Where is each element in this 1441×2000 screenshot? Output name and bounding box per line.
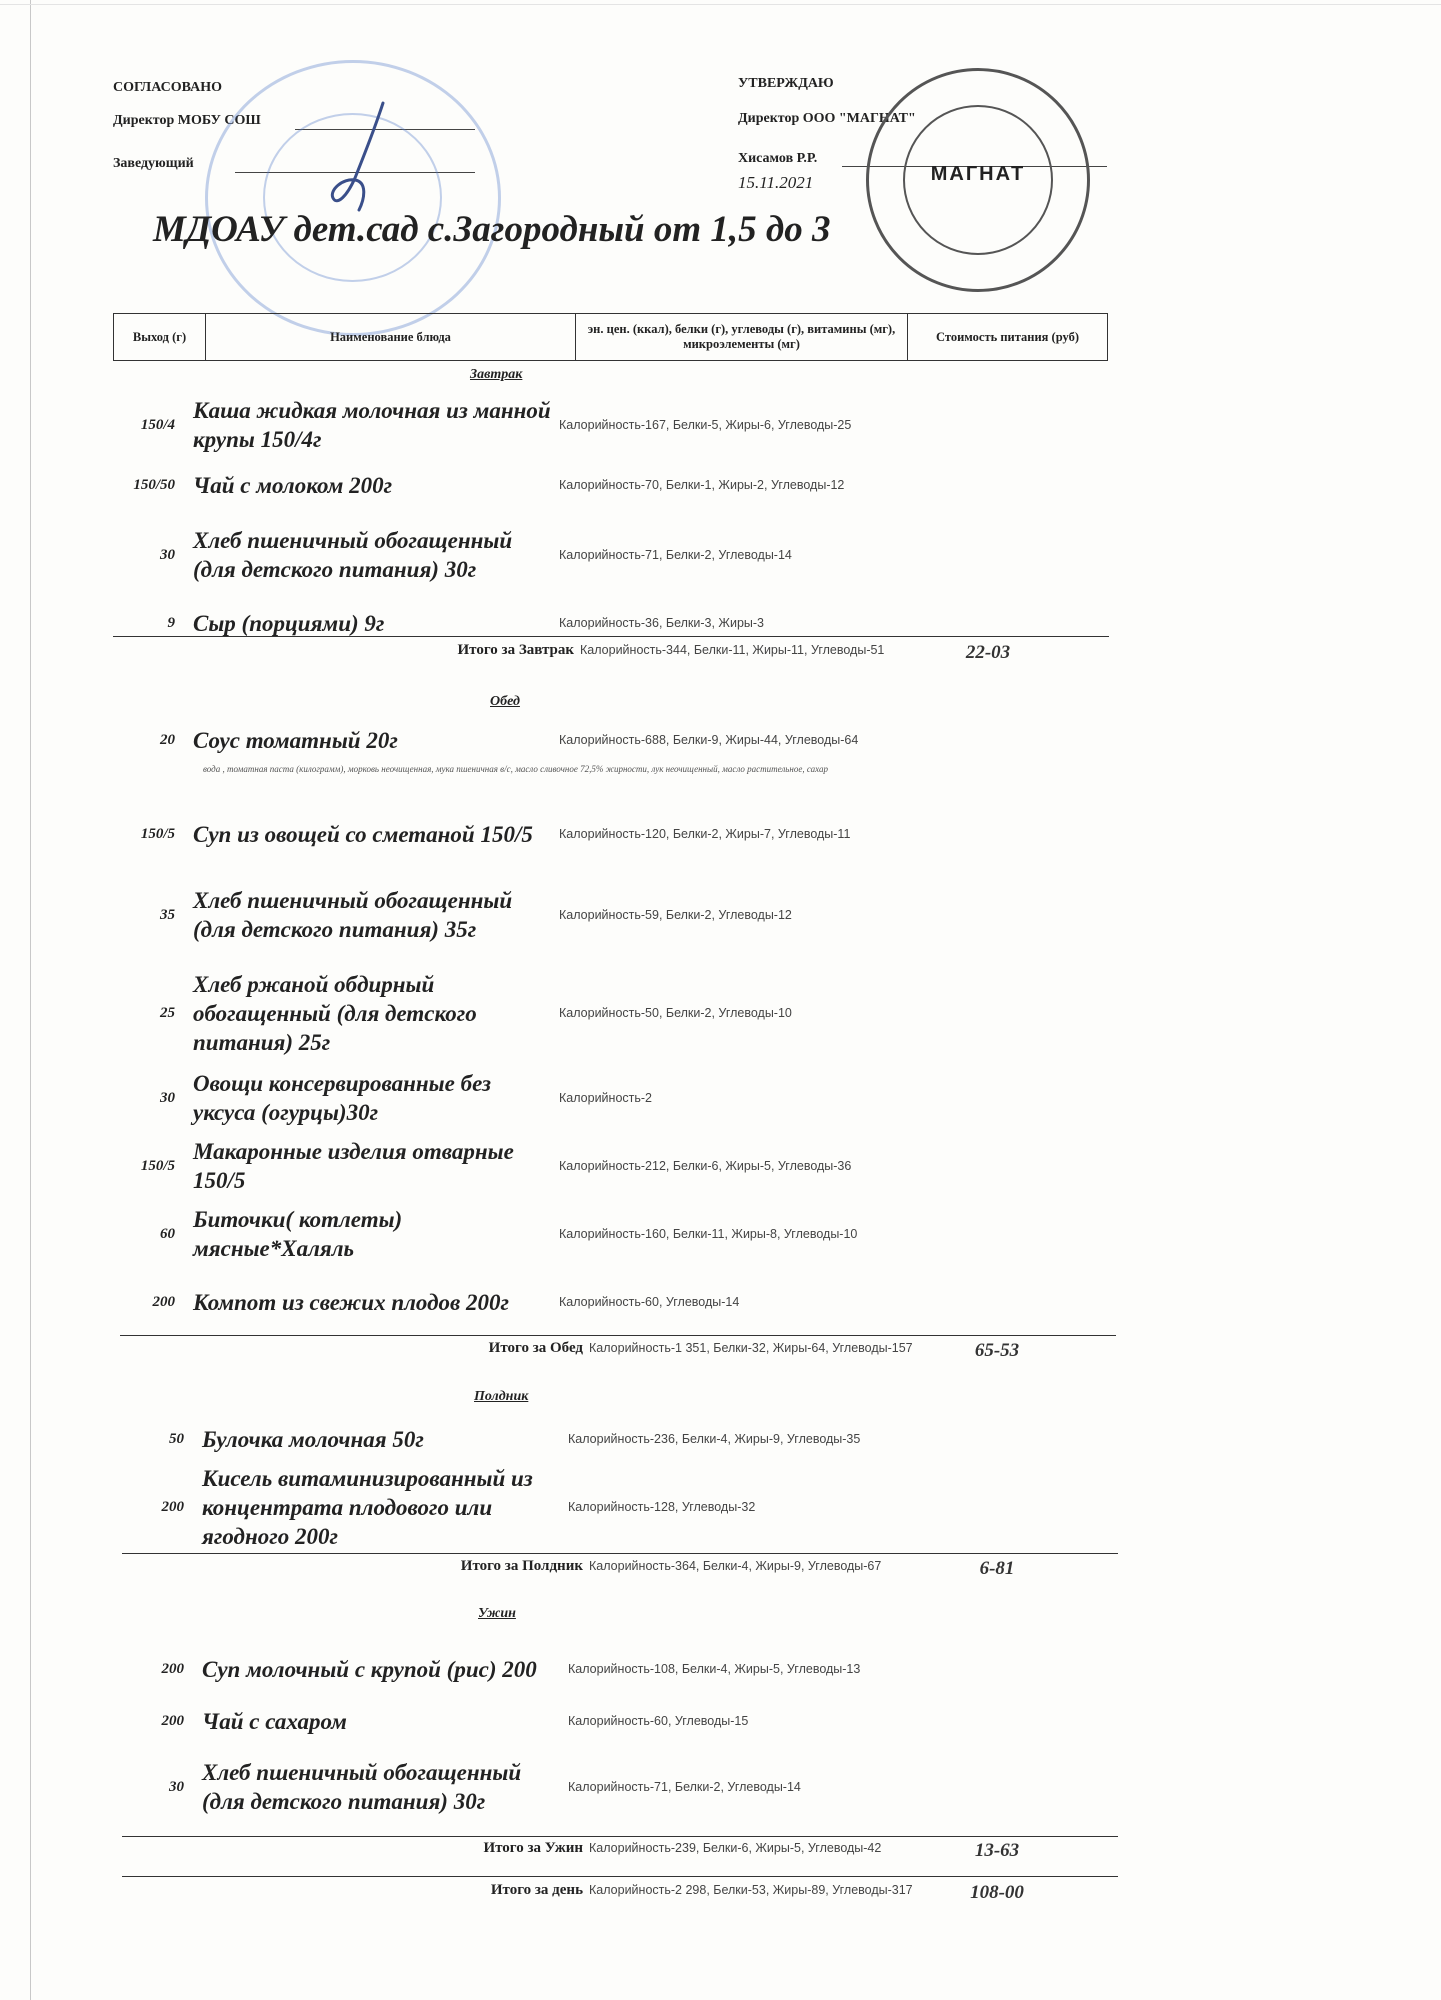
- table-row: [122, 1462, 892, 1552]
- table-row: [122, 1414, 892, 1464]
- total-cost: 65-53: [974, 1340, 1020, 1361]
- row-output: 25: [160, 1004, 175, 1021]
- table-row: [113, 1272, 883, 1332]
- row-output: 35: [160, 906, 175, 923]
- col-nutrition: эн. цен. (ккал), белки (г), углеводы (г), витамины (мг), микроэлементы (мг): [576, 314, 908, 360]
- approval-right-director: Директор ООО "МАГНАТ": [738, 111, 916, 126]
- total-cost: 22-03: [965, 642, 1011, 663]
- table-row: [113, 799, 883, 869]
- total-row-day: [122, 1882, 1077, 1904]
- row-output: 200: [152, 1293, 175, 1310]
- total-nutrition: Калорийность-364, Белки-4, Жиры-9, Углеводы-67: [589, 1559, 882, 1573]
- col-output: Выход (г): [114, 314, 206, 360]
- row-nutrition: Калорийность-50, Белки-2, Углеводы-10: [559, 1005, 792, 1020]
- total-label: Итого за день: [490, 1882, 583, 1898]
- row-dish: Булочка молочная 50г: [202, 1426, 424, 1452]
- row-dish: Макаронные изделия отварные 150/5: [193, 1139, 514, 1193]
- section-title-lunch: Обед: [490, 694, 520, 709]
- row-nutrition: Калорийность-236, Белки-4, Жиры-9, Углеводы-35: [568, 1431, 861, 1446]
- signature-scribble: [325, 98, 405, 218]
- row-output: 200: [161, 1660, 184, 1677]
- scan-edge-top: [0, 4, 1441, 5]
- total-rule: [122, 1836, 1118, 1837]
- table-row: [113, 968, 883, 1058]
- table-header: [113, 313, 1108, 361]
- row-output: 30: [160, 546, 175, 563]
- row-nutrition: Калорийность-71, Белки-2, Углеводы-14: [568, 1779, 801, 1794]
- approval-left-director: Директор МОБУ СОШ: [113, 113, 261, 128]
- total-rule: [120, 1335, 1116, 1336]
- col-cost: Стоимость питания (руб): [936, 329, 1079, 344]
- approval-left-title: СОГЛАСОВАНО: [113, 80, 222, 95]
- row-dish: Суп молочный с крупой (рис) 200: [202, 1656, 537, 1682]
- total-row-breakfast: [113, 642, 1068, 664]
- total-nutrition: Калорийность-239, Белки-6, Жиры-5, Углеводы-42: [589, 1841, 882, 1855]
- row-output: 200: [161, 1712, 184, 1729]
- total-nutrition: Калорийность-1 351, Белки-32, Жиры-64, Углеводы-157: [589, 1341, 913, 1355]
- seal-word: МАГНАТ: [930, 163, 1026, 185]
- table-row: [113, 718, 883, 762]
- total-row-lunch: [122, 1340, 1077, 1362]
- total-nutrition: Калорийность-2 298, Белки-53, Жиры-89, Углеводы-317: [589, 1883, 913, 1897]
- total-row-snack: [122, 1558, 1077, 1580]
- row-nutrition: Калорийность-59, Белки-2, Углеводы-12: [559, 907, 792, 922]
- row-nutrition: Калорийность-70, Белки-1, Жиры-2, Углеводы-12: [559, 477, 845, 492]
- row-dish: Овощи консервированные без уксуса (огурцы)30г: [193, 1071, 491, 1125]
- row-dish: Биточки( котлеты) мясные*Халяль: [193, 1207, 403, 1261]
- row-output: 150/5: [140, 825, 175, 842]
- row-nutrition: Калорийность-36, Белки-3, Жиры-3: [559, 615, 765, 630]
- row-nutrition: Калорийность-167, Белки-5, Жиры-6, Углеводы-25: [559, 417, 852, 432]
- row-dish: Хлеб ржаной обдирный обогащенный (для детского питания) 25г: [193, 971, 477, 1055]
- row-dish: Суп из овощей со сметаной 150/5: [193, 821, 533, 847]
- table-row: [113, 390, 883, 460]
- row-nutrition: Калорийность-212, Белки-6, Жиры-5, Углеводы-36: [559, 1158, 852, 1173]
- row-dish: Чай с сахаром: [202, 1708, 347, 1734]
- row-dish: Кисель витаминизированный из концентрата плодового или ягодного 200г: [202, 1465, 533, 1549]
- row-dish: Компот из свежих плодов 200г: [193, 1289, 510, 1315]
- row-nutrition: Калорийность-60, Углеводы-15: [568, 1713, 749, 1728]
- scan-edge: [30, 0, 31, 2000]
- row-dish: Хлеб пшеничный обогащенный (для детского питания) 30г: [193, 528, 513, 582]
- row-dish: Каша жидкая молочная из манной крупы 150/4г: [193, 398, 551, 452]
- section-title-snack: Полдник: [474, 1389, 529, 1404]
- row-dish: Соус томатный 20г: [193, 727, 398, 753]
- row-output: 50: [169, 1430, 184, 1447]
- row-nutrition: Калорийность-60, Углеводы-14: [559, 1294, 740, 1309]
- table-row: [113, 606, 883, 640]
- row-dish: Сыр (порциями) 9г: [193, 610, 385, 636]
- row-output: 150/4: [140, 416, 175, 433]
- table-row: [122, 1704, 892, 1738]
- total-rule: [113, 636, 1109, 637]
- row-output: 60: [160, 1225, 175, 1242]
- row-output: 9: [167, 614, 175, 631]
- row-output: 20: [160, 731, 175, 748]
- total-label: Итого за Обед: [488, 1340, 583, 1356]
- table-row: [113, 1204, 883, 1264]
- row-nutrition: Калорийность-108, Белки-4, Жиры-5, Углеводы-13: [568, 1661, 861, 1676]
- row-dish: Хлеб пшеничный обогащенный (для детского питания) 35г: [193, 888, 513, 942]
- total-label: Итого за Ужин: [483, 1840, 583, 1856]
- row-nutrition: Калорийность-71, Белки-2, Углеводы-14: [559, 547, 792, 562]
- row-output: 200: [161, 1498, 184, 1515]
- table-row: [122, 1636, 892, 1702]
- total-row-dinner: [122, 1840, 1077, 1862]
- row-nutrition: Калорийность-160, Белки-11, Жиры-8, Углеводы-10: [559, 1226, 858, 1241]
- document-title: МДОАУ дет.сад с.Загородный от 1,5 до 3: [153, 209, 831, 250]
- section-title-breakfast: Завтрак: [470, 367, 523, 382]
- approval-date: 15.11.2021: [738, 173, 814, 192]
- total-nutrition: Калорийность-344, Белки-11, Жиры-11, Углеводы-51: [580, 643, 885, 657]
- total-rule: [122, 1876, 1118, 1877]
- row-output: 150/50: [133, 476, 175, 493]
- section-title-dinner: Ужин: [478, 1606, 516, 1621]
- total-cost: 108-00: [970, 1882, 1024, 1903]
- row-nutrition: Калорийность-2: [559, 1090, 652, 1105]
- table-row: [122, 1742, 892, 1832]
- table-row: [113, 1136, 883, 1196]
- row-output: 30: [169, 1778, 184, 1795]
- col-dish: Наименование блюда: [206, 314, 576, 360]
- row-nutrition: Калорийность-128, Углеводы-32: [568, 1499, 756, 1514]
- row-dish: Хлеб пшеничный обогащенный (для детского питания) 30г: [202, 1760, 522, 1814]
- table-row: [113, 462, 883, 508]
- approval-right-title: УТВЕРЖДАЮ: [738, 76, 834, 91]
- total-rule: [122, 1553, 1118, 1554]
- approval-left-head: Заведующий: [113, 156, 194, 171]
- total-label: Итого за Завтрак: [457, 642, 574, 658]
- row-output: 150/5: [140, 1157, 175, 1174]
- table-row: [113, 510, 883, 600]
- row-dish: Чай с молоком 200г: [193, 472, 393, 498]
- approval-right-name: Хисамов Р.Р.: [738, 151, 818, 166]
- total-cost: 6-81: [979, 1558, 1015, 1579]
- table-row: [113, 1068, 883, 1128]
- row-output: 30: [160, 1089, 175, 1106]
- sauce-ingredients: вода , томатная паста (килограмм), морковь неочищенная, мука пшеничная в/с, масло сливочное 72,5% жирности, лук неочищенный, масло растительное, сахар: [203, 764, 829, 774]
- company-seal: [866, 68, 1090, 292]
- row-nutrition: Калорийность-688, Белки-9, Жиры-44, Углеводы-64: [559, 732, 859, 747]
- row-nutrition: Калорийность-120, Белки-2, Жиры-7, Углеводы-11: [559, 826, 851, 841]
- total-label: Итого за Полдник: [460, 1558, 583, 1574]
- total-cost: 13-63: [974, 1840, 1020, 1861]
- table-row: [113, 870, 883, 960]
